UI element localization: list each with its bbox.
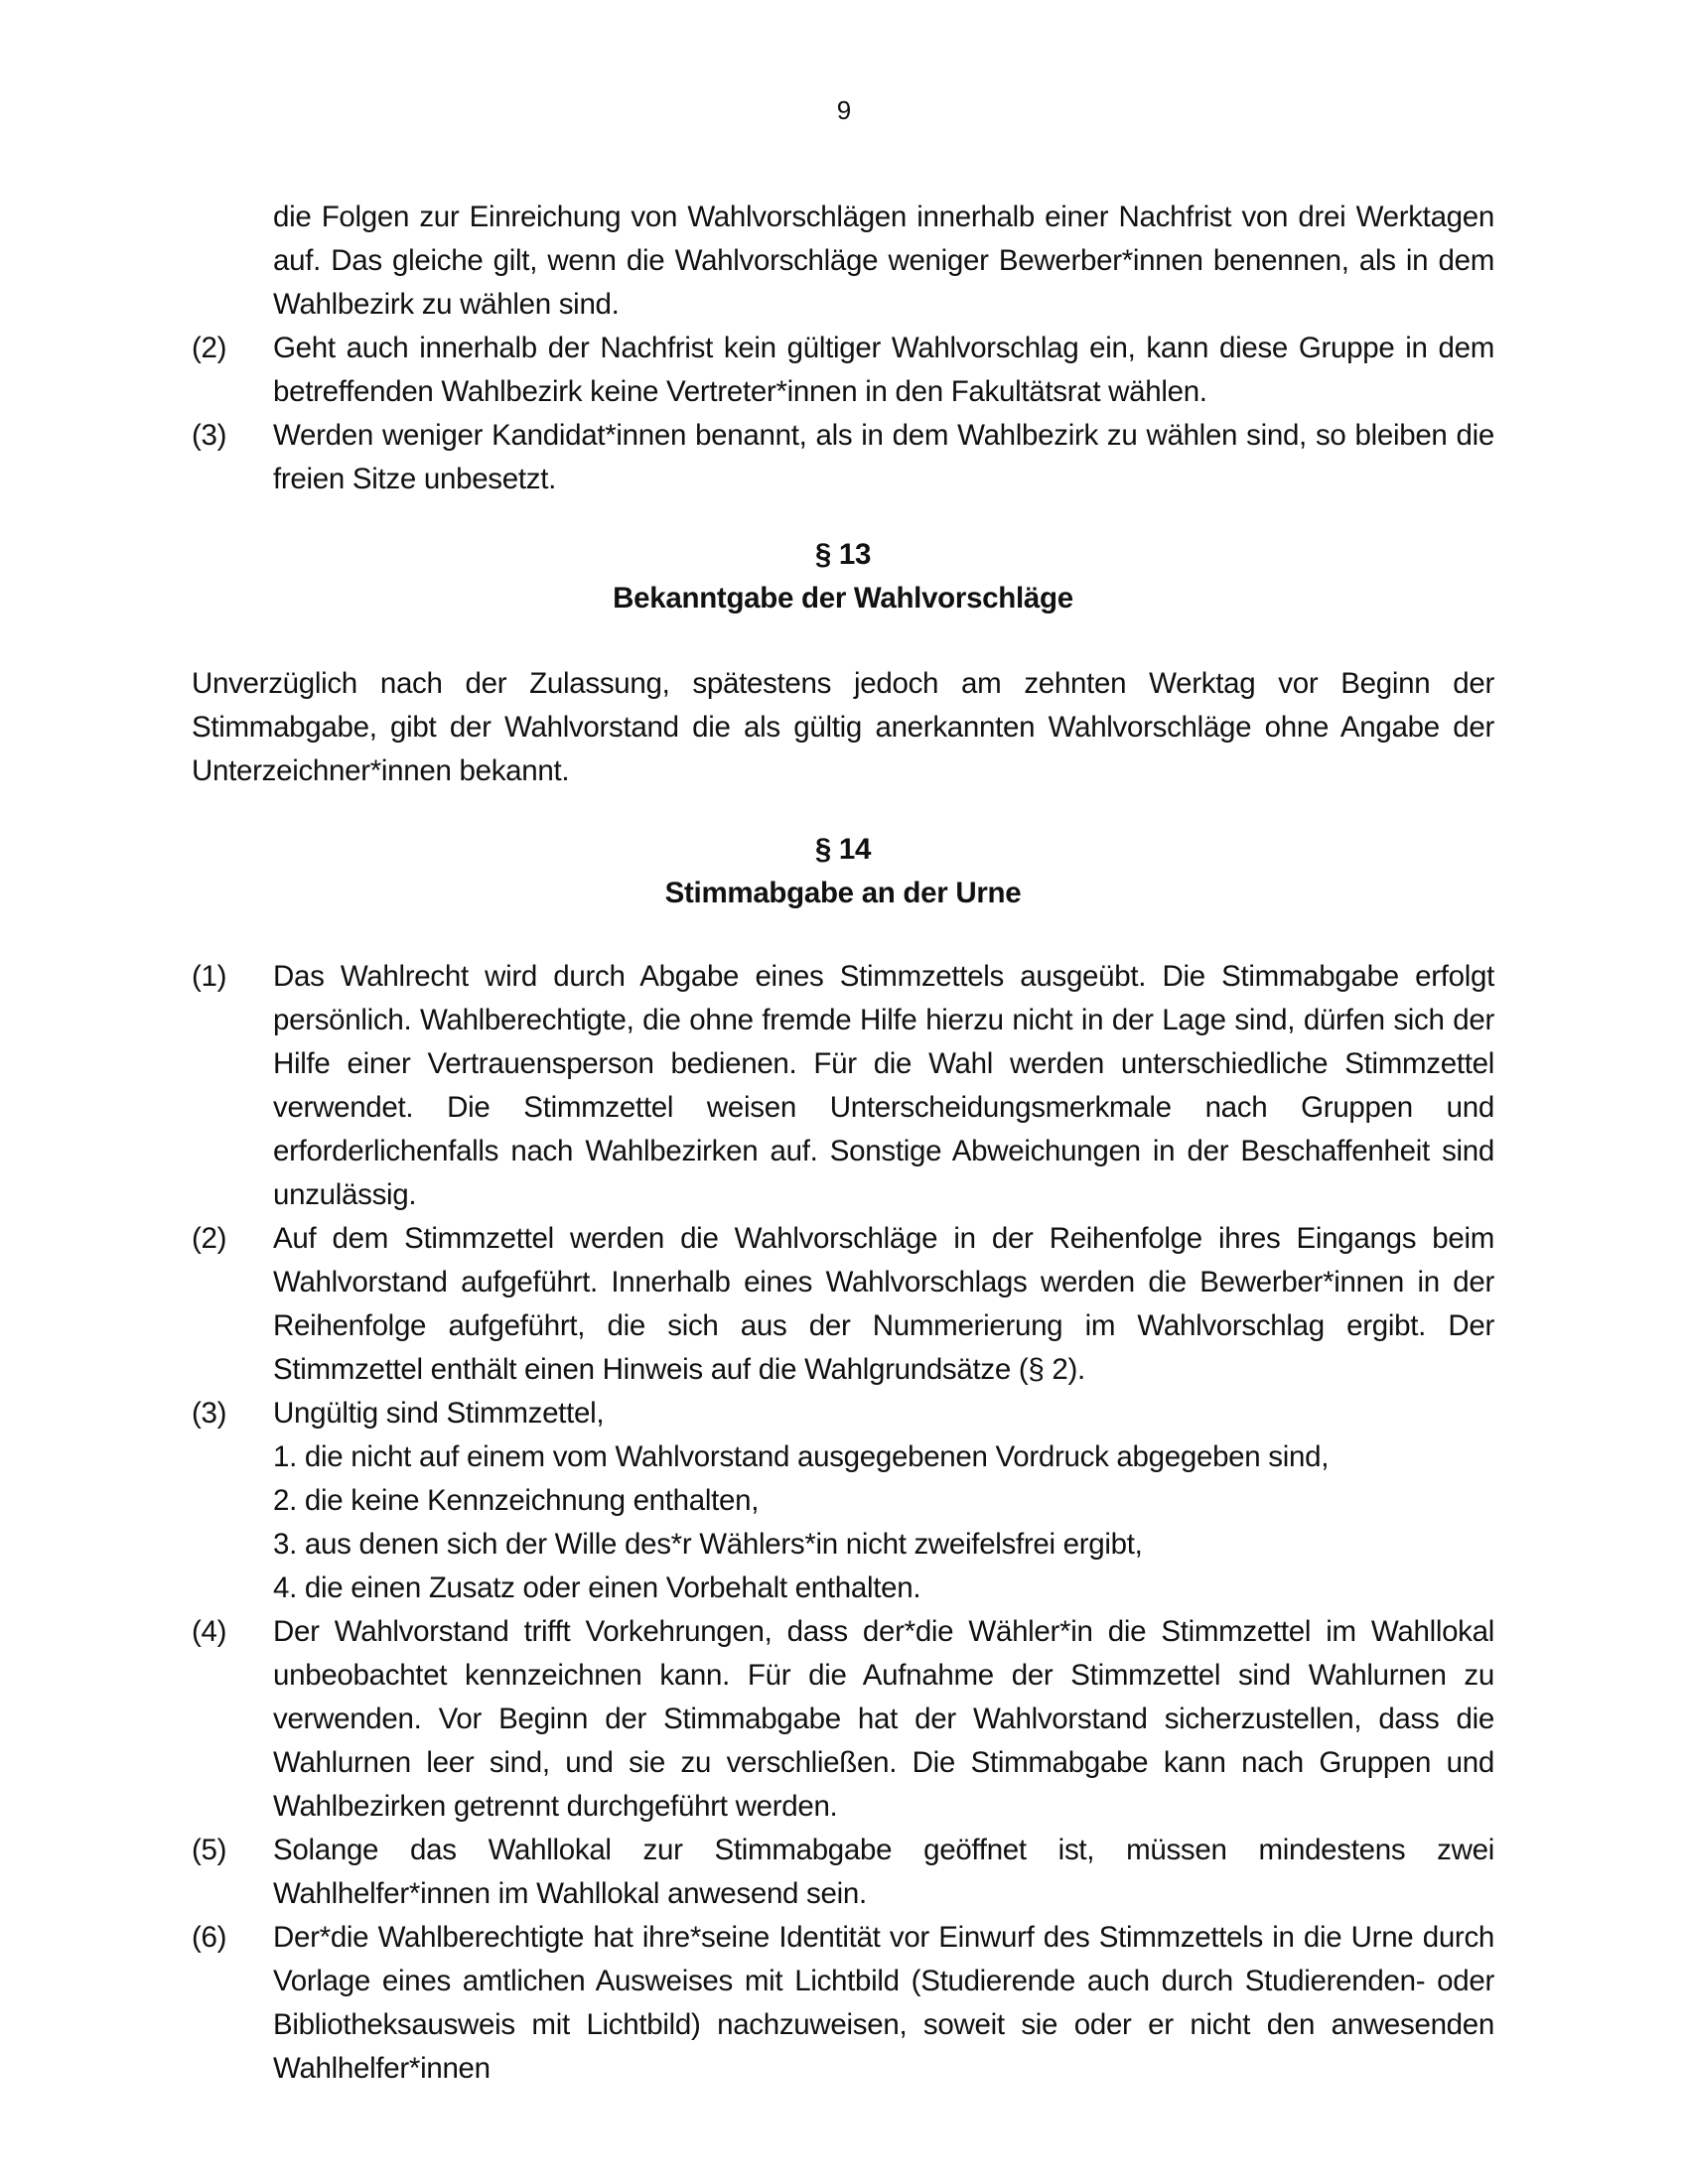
section13-body bbox=[192, 662, 1494, 793]
section14-heading bbox=[192, 828, 1494, 915]
item-text: Der*die Wahlberechtigte hat ihre*seine Identität vor Einwurf des Stimmzettels in die Urne durch Vorlage eines amtlichen Ausweises mit Lichtbild (Studierende auch durch Studierenden- oder Bibliotheksausweis mit Lichtbild) nachzuweisen, soweit sie oder er nicht den anwesenden Wahlhelfer*innen bbox=[273, 1921, 1494, 2085]
paragraph-text: Unverzüglich nach der Zulassung, spätestens jedoch am zehnten Werktag vor Beginn der Stimmabgabe, gibt der Wahlvorstand die als gültig anerkannten Wahlvorschläge ohne Angabe der Unterzeichner*innen bekannt. bbox=[192, 667, 1494, 787]
item-number: (6) bbox=[192, 1921, 227, 1954]
item-number: (2) bbox=[192, 332, 227, 364]
item-number: (1) bbox=[192, 960, 227, 993]
item-text: Werden weniger Kandidat*innen benannt, als in dem Wahlbezirk zu wählen sind, so bleiben die freien Sitze unbesetzt. bbox=[273, 419, 1494, 495]
sublist-item: 4. die einen Zusatz oder einen Vorbehalt enthalten. bbox=[273, 1571, 921, 1604]
item-number: (3) bbox=[192, 419, 227, 452]
item-number: (4) bbox=[192, 1615, 227, 1648]
list-item bbox=[192, 327, 1494, 414]
item-text: Das Wahlrecht wird durch Abgabe eines Stimmzettels ausgeübt. Die Stimmabgabe erfolgt persönlich. Wahlberechtigte, die ohne fremde Hilfe hierzu nicht in der Lage sind, dürfen sich der Hilfe einer Vertrauensperson bedienen. Für die Wahl werden unterschiedliche Stimmzettel verwendet. Die Stimmzettel weisen Unterscheidungsmerkmale nach Gruppen und erforderlichenfalls nach Wahlbezirken auf. Sonstige Abweichungen in der Beschaffenheit sind unzulässig. bbox=[273, 960, 1494, 1211]
list-item bbox=[192, 955, 1494, 1217]
list-item bbox=[192, 414, 1494, 501]
item-text: Solange das Wahllokal zur Stimmabgabe geöffnet ist, müssen mindestens zwei Wahlhelfer*innen im Wahllokal anwesend sein. bbox=[273, 1834, 1494, 1910]
sublist-item: 3. aus denen sich der Wille des*r Wählers*in nicht zweifelsfrei ergibt, bbox=[273, 1528, 1143, 1561]
item-text: Auf dem Stimmzettel werden die Wahlvorschläge in der Reihenfolge ihres Eingangs beim Wahlvorstand aufgeführt. Innerhalb eines Wahlvorschlags werden die Bewerber*innen in der Reihenfolge aufgeführt, die sich aus der Nummerierung im Wahlvorschlag ergibt. Der Stimmzettel enthält einen Hinweis auf die Wahlgrundsätze (§ 2). bbox=[273, 1222, 1494, 1386]
item-text: Ungültig sind Stimmzettel, bbox=[273, 1397, 605, 1430]
sublist-item: 2. die keine Kennzeichnung enthalten, bbox=[273, 1484, 760, 1517]
section-paragraph bbox=[192, 662, 1494, 793]
section12-continuation bbox=[192, 196, 1494, 501]
item-text: Der Wahlvorstand trifft Vorkehrungen, dass der*die Wähler*in die Stimmzettel im Wahllokal unbeobachtet kennzeichnen kann. Für die Aufnahme der Stimmzettel sind Wahlurnen zu verwenden. Vor Beginn der Stimmabgabe hat der Wahlvorstand sicherzustellen, dass die Wahlurnen leer sind, und sie zu verschließen. Die Stimmabgabe kann nach Gruppen und Wahlbezirken getrennt durchgeführt werden. bbox=[273, 1615, 1494, 1823]
item-text: Geht auch innerhalb der Nachfrist kein gültiger Wahlvorschlag ein, kann diese Gruppe in dem betreffenden Wahlbezirk keine Vertreter*innen in den Fakultätsrat wählen. bbox=[273, 332, 1494, 408]
list-item bbox=[192, 1916, 1494, 2091]
item-number: (5) bbox=[192, 1834, 227, 1866]
page-number: 9 bbox=[836, 95, 852, 125]
section13-heading bbox=[192, 533, 1494, 620]
list-item bbox=[192, 1610, 1494, 1829]
item-number: (3) bbox=[192, 1397, 227, 1430]
list-item bbox=[192, 1829, 1494, 1916]
section-title: Stimmabgabe an der Urne bbox=[664, 877, 1022, 909]
continuation-text: die Folgen zur Einreichung von Wahlvorschlägen innerhalb einer Nachfrist von drei Werktagen auf. Das gleiche gilt, wenn die Wahlvorschläge weniger Bewerber*innen benennen, als in dem Wahlbezirk zu wählen sind. bbox=[273, 201, 1494, 321]
section14-body bbox=[192, 955, 1494, 2091]
section-number: § 14 bbox=[814, 833, 872, 866]
sublist-item: 1. die nicht auf einem vom Wahlvorstand ausgegebenen Vordruck abgegeben sind, bbox=[273, 1440, 1330, 1473]
item-number: (2) bbox=[192, 1222, 227, 1255]
list-item bbox=[192, 1392, 1494, 1435]
list-item bbox=[192, 1217, 1494, 1392]
section-title: Bekanntgabe der Wahlvorschläge bbox=[613, 582, 1073, 614]
continuation-paragraph bbox=[192, 196, 1494, 327]
section-number: § 13 bbox=[814, 538, 872, 571]
